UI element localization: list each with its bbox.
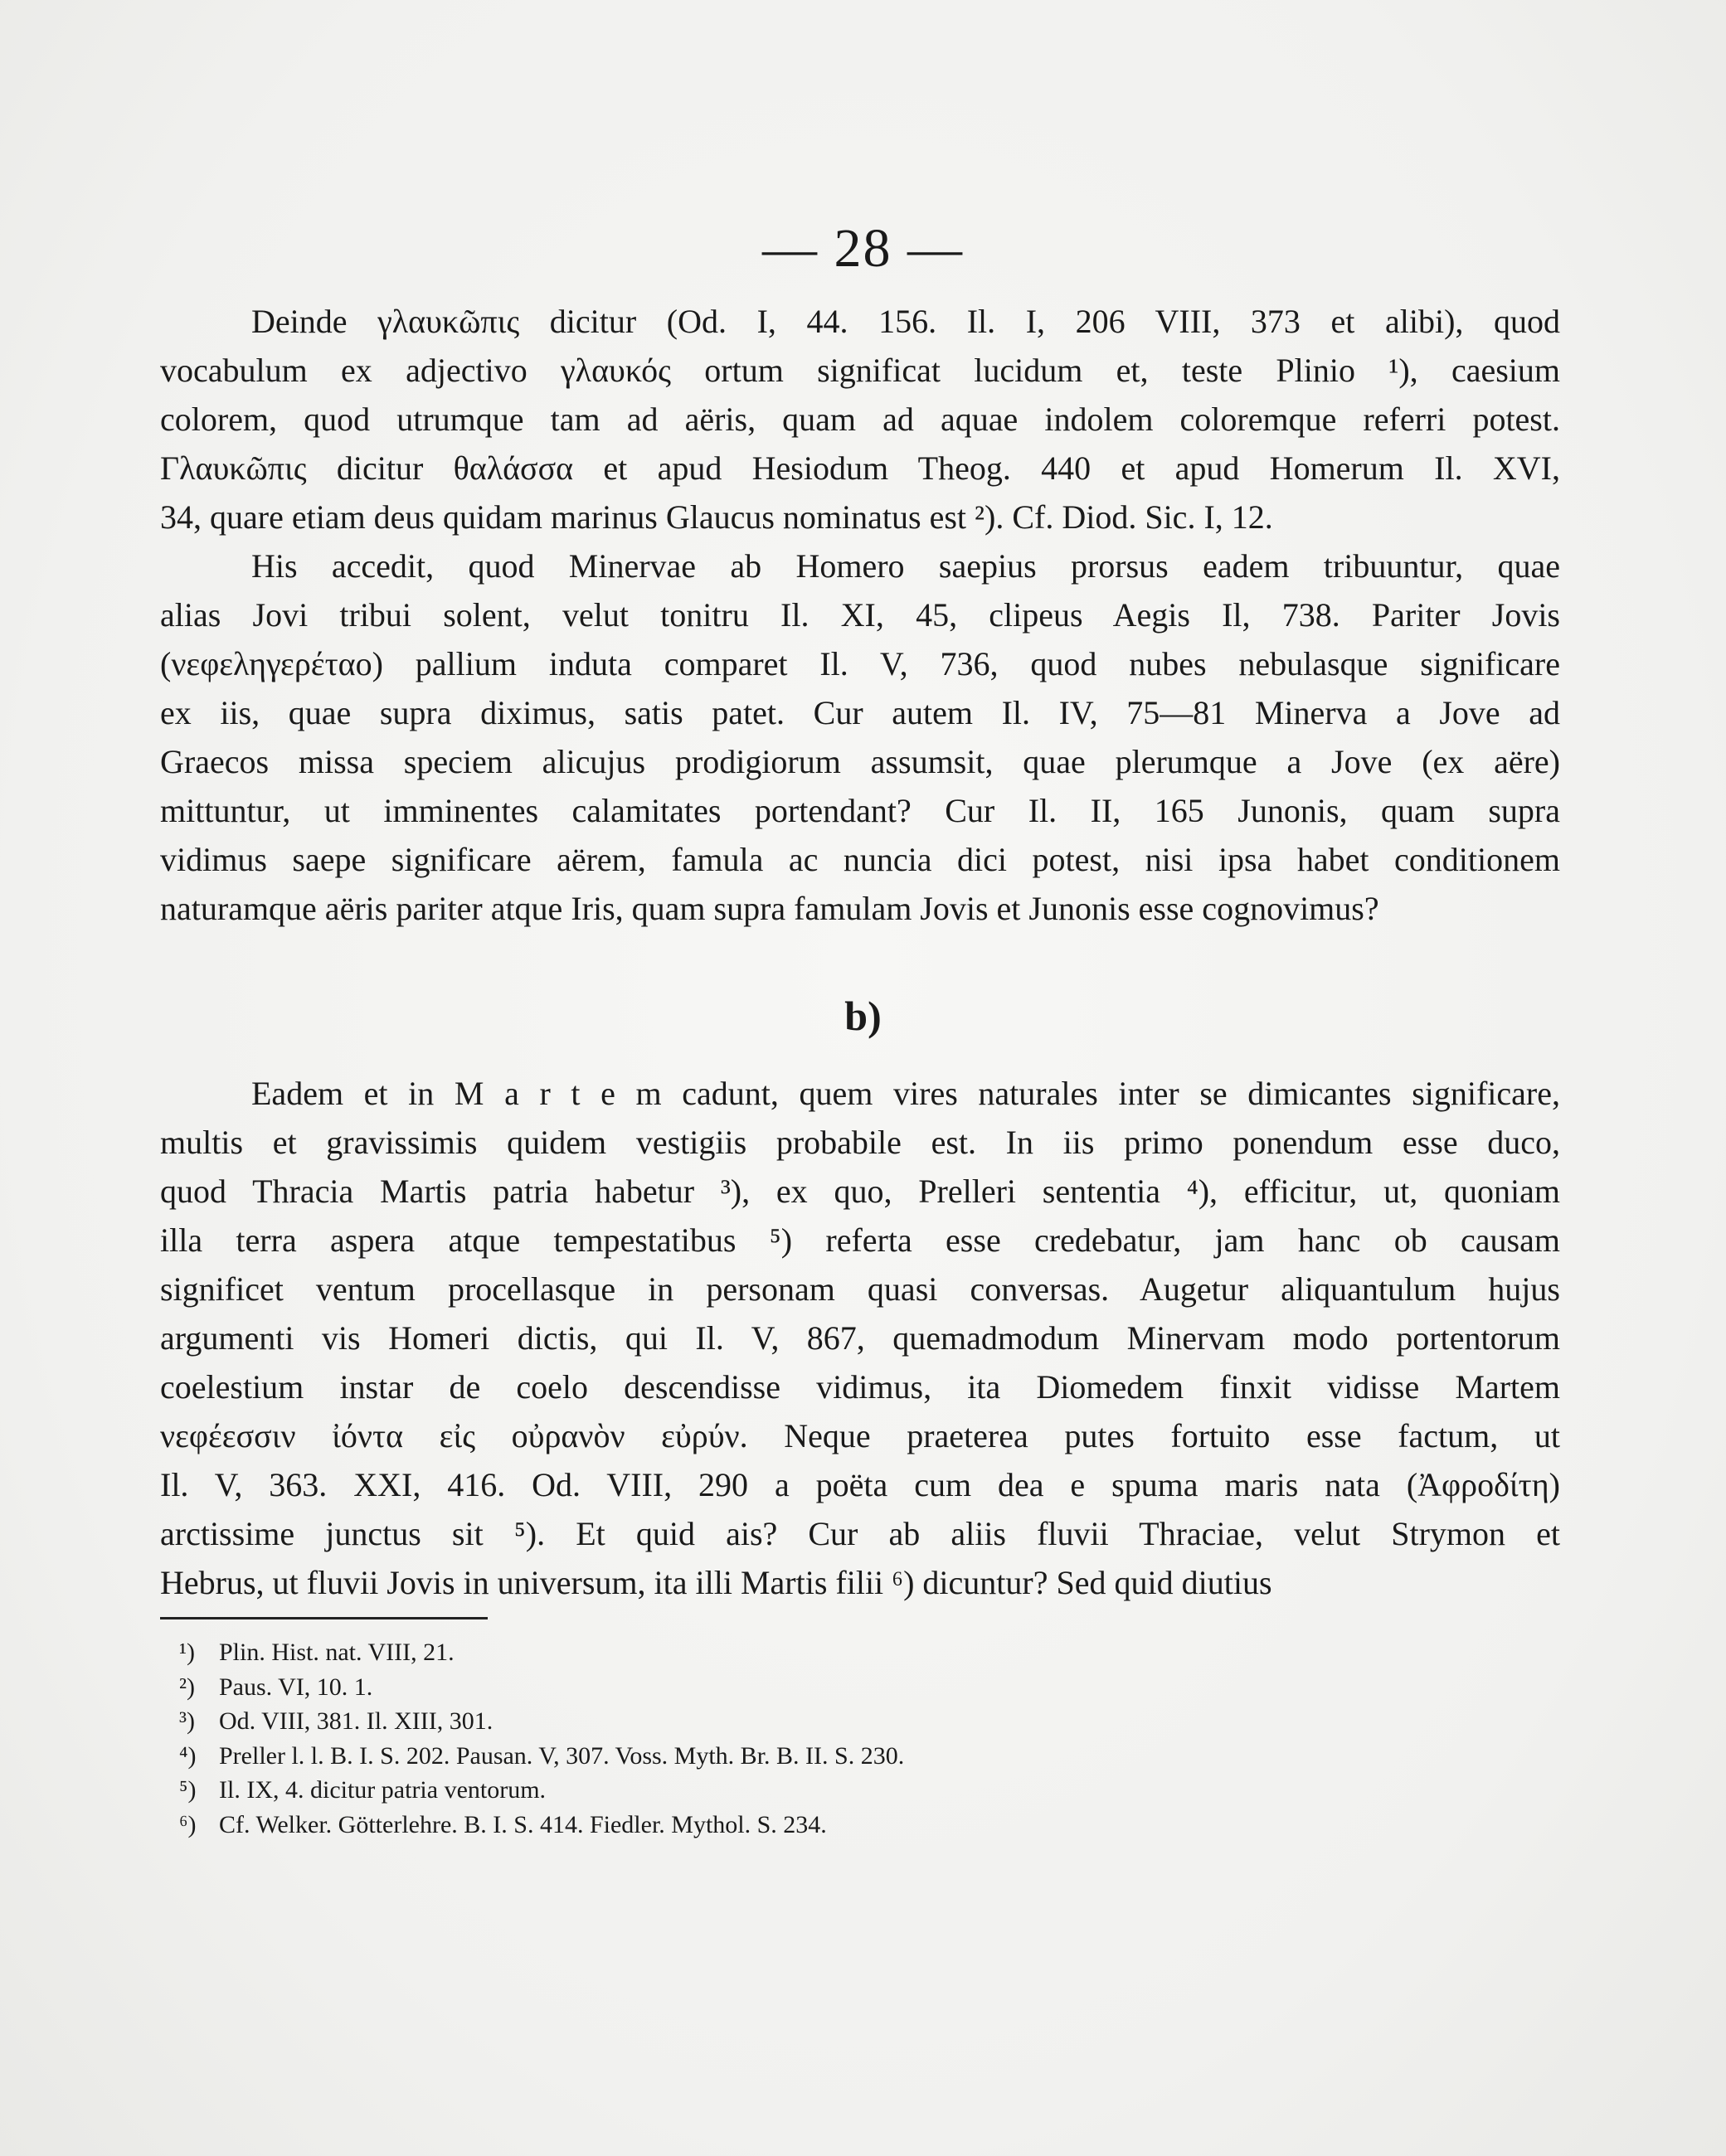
text-line: illa terra aspera atque tempestatibus ⁵) referta esse credebatur, jam hanc ob causam	[160, 1221, 1560, 1259]
section-heading: b)	[844, 993, 882, 1039]
text-line: alias Jovi tribui solent, velut tonitru Il. XI, 45, clipeus Aegis Il, 738. Pariter Jovis	[160, 596, 1560, 634]
text-line: vidimus saepe significare aërem, famula ac nuncia dici potest, nisi ipsa habet conditionem	[160, 841, 1560, 878]
text-line: multis et gravissimis quidem vestigiis probabile est. In iis primo ponendum esse duco,	[160, 1124, 1560, 1161]
footnote	[179, 1670, 904, 1705]
text-line: 34, quare etiam deus quidam marinus Glaucus nominatus est ²). Cf. Diod. Sic. I, 12.	[160, 498, 1273, 536]
footnote	[179, 1635, 904, 1670]
footnote-text: Plin. Hist. nat. VIII, 21.	[219, 1639, 455, 1666]
text-line: colorem, quod utrumque tam ad aëris, quam ad aquae indolem coloremque referri potest.	[160, 401, 1560, 438]
footnote	[179, 1704, 904, 1739]
paragraph-minerva-glaucopis	[160, 297, 1560, 541]
footnote-mark: ⁶)	[179, 1810, 197, 1838]
text-line: mittuntur, ut imminentes calamitates portendant? Cur Il. II, 165 Junonis, quam supra	[160, 792, 1560, 829]
footnote-text: Od. VIII, 381. Il. XIII, 301.	[219, 1707, 493, 1735]
footnote-mark: ²)	[179, 1673, 195, 1701]
footnote-text: Preller l. l. B. I. S. 202. Pausan. V, 307. Voss. Myth. Br. B. II. S. 230.	[219, 1741, 905, 1770]
text-line: (νεφεληγερέταο) pallium induta comparet Il. V, 736, quod nubes nebulasque significare	[160, 645, 1560, 682]
page-number: — 28 —	[762, 218, 964, 279]
text-line: argumenti vis Homeri dictis, qui Il. V, 867, quemadmodum Minervam modo portentorum	[160, 1319, 1560, 1357]
text-line: Hebrus, ut fluvii Jovis in universum, ita illi Martis filii ⁶) dicuntur? Sed quid diutius	[160, 1564, 1272, 1601]
footnote	[179, 1773, 904, 1808]
text-line: coelestium instar de coelo descendisse vidimus, ita Diomedem finxit vidisse Martem	[160, 1368, 1560, 1406]
text-line: quod Thracia Martis patria habetur ³), ex quo, Prelleri sententia ⁴), efficitur, ut, quoniam	[160, 1173, 1560, 1210]
paragraph-minerva-attributes	[160, 541, 1560, 933]
footnotes	[179, 1635, 904, 1842]
text-line: ex iis, quae supra diximus, satis patet. Cur autem Il. IV, 75—81 Minerva a Jove ad	[160, 694, 1560, 731]
text-line: His accedit, quod Minervae ab Homero saepius prorsus eadem tribuuntur, quae	[251, 547, 1560, 585]
paragraph-mars	[160, 1069, 1560, 1607]
footnote-mark: ⁵)	[179, 1776, 197, 1804]
text-line: naturamque aëris pariter atque Iris, quam supra famulam Jovis et Junonis esse cognovimus?	[160, 890, 1379, 927]
text-line: Deinde γλαυκῶπις dicitur (Od. I, 44. 156. Il. I, 206 VIII, 373 et alibi), quod	[251, 303, 1560, 340]
text-line: Γλαυκῶπις dicitur θαλάσσα et apud Hesiodum Theog. 440 et apud Homerum Il. XVI,	[160, 449, 1560, 487]
text-line: Graecos missa speciem alicujus prodigiorum assumsit, quae plerumque a Jove (ex aëre)	[160, 743, 1560, 780]
text-line: significet ventum procellasque in personam quasi conversas. Augetur aliquantulum hujus	[160, 1270, 1560, 1308]
footnote	[179, 1808, 904, 1843]
text-line: Eadem et in M a r t e m cadunt, quem vires naturales inter se dimicantes significare,	[251, 1075, 1560, 1112]
footnote-mark: ¹)	[179, 1639, 195, 1666]
footnote-text: Il. IX, 4. dicitur patria ventorum.	[219, 1776, 547, 1804]
text-line: arctissime junctus sit ⁵). Et quid ais? Cur ab aliis fluvii Thraciae, velut Strymon et	[160, 1515, 1560, 1552]
footnote-mark: ⁴)	[179, 1741, 197, 1770]
footnote-text: Paus. VI, 10. 1.	[219, 1673, 373, 1701]
footnote-text: Cf. Welker. Götterlehre. B. I. S. 414. Fiedler. Mythol. S. 234.	[219, 1810, 827, 1838]
text-line: Il. V, 363. XXI, 416. Od. VIII, 290 a poëta cum dea e spuma maris nata (Ἀφροδίτη)	[160, 1466, 1560, 1503]
text-line: νεφέεσσιν ἰόντα εἰς οὐρανὸν εὐρύν. Neque praeterea putes fortuito esse factum, ut	[160, 1417, 1560, 1454]
text-line: vocabulum ex adjectivo γλαυκός ortum significat lucidum et, teste Plinio ¹), caesium	[160, 352, 1560, 389]
footnote-divider	[160, 1617, 488, 1619]
footnote	[179, 1739, 904, 1774]
footnote-mark: ³)	[179, 1707, 195, 1735]
